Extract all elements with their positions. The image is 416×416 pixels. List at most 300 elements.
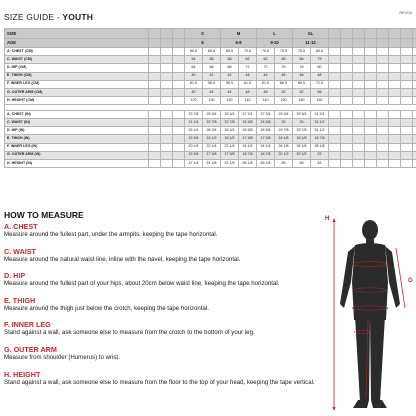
value-cell: 40	[185, 72, 203, 80]
blank-cell	[173, 151, 185, 159]
blank-cell	[389, 127, 401, 135]
blank-cell	[161, 119, 173, 127]
value-cell: 150	[275, 97, 293, 105]
age-header-row	[5, 39, 416, 48]
blank-cell	[377, 29, 389, 39]
value-cell: 20 1/2	[275, 151, 293, 159]
measure-item	[4, 271, 322, 296]
value-cell: 55 1/8	[257, 159, 275, 167]
value-cell: 18 1/8	[293, 135, 311, 143]
blank-cell	[401, 151, 413, 159]
blank-cell	[161, 56, 173, 64]
value-cell: 79	[311, 56, 329, 64]
value-cell: 130	[221, 97, 239, 105]
measure-description: Stand against a wall, ask someone else to measure from the crotch to the bottom of your leg.	[4, 329, 255, 337]
value-cell: 63	[311, 159, 329, 167]
blank-cell	[161, 97, 173, 105]
blank-cell	[353, 56, 365, 64]
value-cell: 160	[311, 97, 329, 105]
measure-description: Measure around the fullest part, under the armpits, keeping the tape horizontal.	[4, 231, 218, 238]
blank-cell	[149, 72, 161, 80]
blank-cell	[389, 39, 401, 48]
value-cell: 25 3/4	[221, 110, 239, 118]
measure-item	[4, 247, 322, 272]
blank-cell	[365, 143, 377, 151]
age-header: 9-10	[257, 39, 293, 48]
blank-cell	[401, 159, 413, 167]
value-cell: 24 3/8	[239, 119, 257, 127]
value-cell: 22 1/4	[221, 143, 239, 151]
blank-cell	[365, 159, 377, 167]
value-cell: 25 3/4	[203, 110, 221, 118]
blank-cell	[389, 88, 401, 96]
value-cell: 42	[221, 72, 239, 80]
blank-cell	[161, 48, 173, 56]
age-row-label: AGE	[5, 39, 149, 48]
value-cell: 55 1/8	[239, 159, 257, 167]
value-cell: 44	[203, 88, 221, 96]
value-cell: 59	[275, 159, 293, 167]
blank-cell	[329, 80, 341, 88]
blank-cell	[353, 72, 365, 80]
value-cell: 70.5	[239, 48, 257, 56]
blank-cell	[329, 48, 341, 56]
height-arrow-top	[332, 218, 335, 222]
blank-cell	[377, 72, 389, 80]
blank-cell	[377, 119, 389, 127]
value-cell: 21 1/4	[185, 119, 203, 127]
blank-cell	[353, 97, 365, 105]
page-title	[4, 12, 93, 22]
measure-description: Measure from shoulder (Humerus) to wrist.	[4, 353, 120, 361]
blank-cell	[173, 127, 185, 135]
blank-cell	[341, 80, 353, 88]
blank-cell	[377, 48, 389, 56]
blank-cell	[377, 97, 389, 105]
title-bold: YOUTH	[62, 12, 94, 22]
row-label: G. OUTER ARM (CM)	[5, 88, 149, 96]
value-cell: 72	[257, 64, 275, 72]
value-cell: 26 3/4	[203, 127, 221, 135]
value-cell: 62	[239, 56, 257, 64]
blank-cell	[329, 97, 341, 105]
blank-cell	[413, 119, 416, 127]
value-cell: 23 7/8	[185, 110, 203, 118]
value-cell: 42	[203, 72, 221, 80]
blank-cell	[329, 127, 341, 135]
height-marker: H	[325, 216, 330, 222]
value-cell: 71.5	[311, 80, 329, 88]
height-arrow-bottom	[332, 407, 335, 411]
blank-cell	[161, 39, 173, 48]
blank-cell	[377, 56, 389, 64]
blank-cell	[401, 88, 413, 96]
value-cell: 40	[185, 88, 203, 96]
revision-label: REV04	[399, 10, 412, 15]
value-cell: 24 1/4	[239, 143, 257, 151]
blank-cell	[173, 159, 185, 167]
value-cell: 56.5	[221, 80, 239, 88]
value-cell: 75.5	[293, 48, 311, 56]
measure-title: F. INNER LEG	[4, 320, 51, 330]
value-cell: 18 7/8	[257, 151, 275, 159]
value-cell: 20 1/4	[185, 143, 203, 151]
value-cell: 62	[257, 56, 275, 64]
value-cell: 54	[185, 56, 203, 64]
value-cell: 52	[275, 88, 293, 96]
value-cell: 80	[311, 64, 329, 72]
value-cell: 24 1/4	[257, 143, 275, 151]
value-cell: 51 1/8	[203, 159, 221, 167]
row-label: E. THIGH (IN)	[5, 135, 149, 143]
value-cell: 44	[239, 72, 257, 80]
blank-cell	[413, 110, 416, 118]
blank-cell	[329, 64, 341, 72]
blank-cell	[161, 159, 173, 167]
table-row	[5, 110, 416, 118]
value-cell: 56	[311, 88, 329, 96]
table-row	[5, 127, 416, 135]
blank-cell	[377, 80, 389, 88]
blank-cell	[365, 64, 377, 72]
value-cell: 46	[275, 72, 293, 80]
blank-cell	[341, 48, 353, 56]
blank-cell	[149, 159, 161, 167]
value-cell: 76	[275, 64, 293, 72]
blank-cell	[413, 56, 416, 64]
blank-cell	[353, 110, 365, 118]
row-label: F. INNER LEG (IN)	[5, 143, 149, 151]
blank-cell	[341, 97, 353, 105]
blank-cell	[353, 64, 365, 72]
measure-description: Measure around the thigh just below the crotch, keeping the tape horizontal.	[4, 304, 209, 312]
table-row	[5, 159, 416, 167]
blank-cell	[173, 48, 185, 56]
value-cell: 26 1/8	[275, 143, 293, 151]
value-cell: 66	[275, 56, 293, 64]
row-label: E. THIGH (CM)	[5, 72, 149, 80]
size-header: S	[185, 29, 221, 39]
blank-cell	[161, 127, 173, 135]
value-cell: 29 7/8	[275, 127, 293, 135]
blank-cell	[341, 159, 353, 167]
row-label: A. CHEST (CM)	[5, 48, 149, 56]
value-cell: 66.5	[275, 80, 293, 88]
blank-cell	[173, 110, 185, 118]
blank-cell	[365, 135, 377, 143]
value-cell: 20 1/2	[293, 151, 311, 159]
value-cell: 27 3/4	[239, 110, 257, 118]
row-label: C. WAIST (CM)	[5, 56, 149, 64]
blank-cell	[377, 39, 389, 48]
measure-item	[4, 370, 322, 395]
value-cell: 52	[293, 88, 311, 96]
value-cell: 26	[293, 119, 311, 127]
measure-title: H. HEIGHT	[4, 369, 41, 379]
size-header-row	[5, 29, 416, 39]
row-label: H. HEIGHT (IN)	[5, 159, 149, 167]
blank-cell	[413, 151, 416, 159]
value-cell: 26	[275, 119, 293, 127]
blank-cell	[401, 97, 413, 105]
value-cell: 15 3/4	[185, 151, 203, 159]
blank-cell	[413, 39, 416, 48]
value-cell: 22 7/8	[203, 119, 221, 127]
blank-cell	[353, 135, 365, 143]
measure-title: C. WAIST	[4, 246, 36, 256]
row-label: D. HIP (IN)	[5, 127, 149, 135]
table-row	[5, 143, 416, 151]
blank-cell	[413, 48, 416, 56]
value-cell: 17 3/8	[203, 151, 221, 159]
blank-cell	[329, 159, 341, 167]
blank-cell	[389, 29, 401, 39]
blank-cell	[413, 80, 416, 88]
table-row	[5, 119, 416, 127]
value-cell: 58	[203, 56, 221, 64]
blank-cell	[389, 143, 401, 151]
blank-cell	[401, 29, 413, 39]
value-cell: 29 3/4	[293, 110, 311, 118]
age-header: 6-8	[221, 39, 257, 48]
blank-cell	[341, 64, 353, 72]
blank-cell	[341, 29, 353, 39]
size-table	[4, 28, 416, 168]
blank-cell	[149, 110, 161, 118]
size-header: XL	[293, 29, 329, 39]
row-label: C. WAIST (IN)	[5, 119, 149, 127]
table-row	[5, 80, 416, 88]
blank-cell	[413, 64, 416, 72]
blank-cell	[365, 72, 377, 80]
value-cell: 70.5	[257, 48, 275, 56]
value-cell: 72	[239, 64, 257, 72]
blank-cell	[173, 80, 185, 88]
value-cell: 59	[293, 159, 311, 167]
value-cell: 51.5	[185, 80, 203, 88]
value-cell: 56.5	[203, 80, 221, 88]
blank-cell	[389, 72, 401, 80]
value-cell: 27 3/4	[257, 110, 275, 118]
blank-cell	[341, 39, 353, 48]
value-cell: 22 7/8	[221, 119, 239, 127]
blank-cell	[149, 135, 161, 143]
table-row	[5, 97, 416, 105]
blank-cell	[377, 151, 389, 159]
blank-cell	[413, 72, 416, 80]
blank-cell	[161, 151, 173, 159]
blank-cell	[341, 56, 353, 64]
value-cell: 48	[257, 88, 275, 96]
blank-cell	[401, 64, 413, 72]
blank-cell	[329, 119, 341, 127]
blank-cell	[341, 127, 353, 135]
blank-cell	[353, 88, 365, 96]
blank-cell	[413, 97, 416, 105]
value-cell: 61.5	[239, 80, 257, 88]
blank-cell	[161, 110, 173, 118]
value-cell: 48	[311, 72, 329, 80]
value-cell: 25 1/4	[185, 127, 203, 135]
blank-cell	[413, 29, 416, 39]
blank-cell	[173, 119, 185, 127]
value-cell: 130	[203, 97, 221, 105]
value-cell: 64	[185, 64, 203, 72]
blank-cell	[149, 88, 161, 96]
age-header: 11-12	[293, 39, 329, 48]
page-header	[4, 7, 412, 21]
blank-cell	[389, 119, 401, 127]
size-header: L	[257, 29, 293, 39]
blank-cell	[353, 143, 365, 151]
value-cell: 80.5	[311, 48, 329, 56]
value-cell: 26 1/8	[293, 143, 311, 151]
blank-cell	[161, 29, 173, 39]
value-cell: 31 3/4	[311, 110, 329, 118]
blank-cell	[389, 56, 401, 64]
blank-cell	[377, 88, 389, 96]
blank-cell	[329, 56, 341, 64]
age-header: 6	[185, 39, 221, 48]
blank-cell	[365, 127, 377, 135]
measure-description: Measure around the fullest part of your hips, about 20cm below waist line, keeping the tape horizontal.	[4, 280, 280, 288]
blank-cell	[173, 88, 185, 96]
blank-cell	[161, 135, 173, 143]
blank-cell	[389, 97, 401, 105]
blank-cell	[161, 72, 173, 80]
table-row	[5, 88, 416, 96]
blank-cell	[149, 64, 161, 72]
blank-cell	[149, 151, 161, 159]
measure-title: D. HIP	[4, 271, 26, 281]
measure-description: Measure around the natural waist line, inline with the navel, keeping the tape horizontal.	[4, 255, 241, 263]
blank-cell	[341, 135, 353, 143]
value-cell: 28 3/8	[239, 127, 257, 135]
measure-item	[4, 320, 322, 345]
value-cell: 68	[203, 64, 221, 72]
blank-cell	[149, 48, 161, 56]
size-header: M	[221, 29, 257, 39]
measure-title: E. THIGH	[4, 295, 36, 305]
blank-cell	[389, 135, 401, 143]
title-prefix: SIZE GUIDE -	[4, 12, 63, 22]
blank-cell	[365, 151, 377, 159]
measure-item	[4, 296, 322, 321]
blank-cell	[341, 72, 353, 80]
blank-cell	[389, 151, 401, 159]
table-row	[5, 48, 416, 56]
table-row	[5, 151, 416, 159]
blank-cell	[353, 159, 365, 167]
blank-cell	[377, 110, 389, 118]
value-cell: 22	[311, 151, 329, 159]
blank-cell	[353, 127, 365, 135]
blank-cell	[413, 127, 416, 135]
blank-cell	[149, 80, 161, 88]
blank-cell	[365, 39, 377, 48]
blank-cell	[401, 56, 413, 64]
blank-cell	[161, 88, 173, 96]
blank-cell	[365, 110, 377, 118]
blank-cell	[377, 135, 389, 143]
value-cell: 51 1/8	[221, 159, 239, 167]
blank-cell	[149, 29, 161, 39]
blank-cell	[173, 56, 185, 64]
blank-cell	[353, 29, 365, 39]
blank-cell	[329, 110, 341, 118]
body-figure	[322, 212, 416, 416]
row-label: G. OUTER ARM (IN)	[5, 151, 149, 159]
value-cell: 60.5	[185, 48, 203, 56]
value-cell: 66	[293, 56, 311, 64]
value-cell: 26 3/4	[221, 127, 239, 135]
blank-cell	[365, 56, 377, 64]
value-cell: 18 7/8	[311, 135, 329, 143]
value-cell: 17 3/8	[257, 135, 275, 143]
blank-cell	[173, 143, 185, 151]
blank-cell	[173, 64, 185, 72]
value-cell: 140	[239, 97, 257, 105]
table-row	[5, 135, 416, 143]
row-label: F. INNER LEG (CM)	[5, 80, 149, 88]
value-cell: 140	[257, 97, 275, 105]
value-cell: 28 3/8	[257, 127, 275, 135]
value-cell: 18 7/8	[239, 151, 257, 159]
blank-cell	[149, 97, 161, 105]
value-cell: 31 1/2	[311, 127, 329, 135]
blank-cell	[353, 39, 365, 48]
blank-cell	[401, 119, 413, 127]
value-cell: 58	[221, 56, 239, 64]
blank-cell	[377, 127, 389, 135]
blank-cell	[353, 151, 365, 159]
blank-cell	[329, 29, 341, 39]
value-cell: 48	[239, 88, 257, 96]
value-cell: 24 3/8	[257, 119, 275, 127]
measure-title: A. CHEST	[4, 222, 38, 231]
blank-cell	[329, 143, 341, 151]
value-cell: 150	[293, 97, 311, 105]
measure-item	[4, 345, 322, 370]
value-cell: 16 1/2	[221, 135, 239, 143]
value-cell: 16 1/2	[203, 135, 221, 143]
blank-cell	[341, 88, 353, 96]
value-cell: 44	[221, 88, 239, 96]
blank-cell	[413, 143, 416, 151]
value-cell: 29 3/4	[275, 110, 293, 118]
size-row-label: SIZE	[5, 29, 149, 39]
blank-cell	[389, 64, 401, 72]
silhouette	[340, 220, 400, 408]
blank-cell	[329, 72, 341, 80]
blank-cell	[413, 88, 416, 96]
blank-cell	[389, 110, 401, 118]
blank-cell	[173, 135, 185, 143]
blank-cell	[149, 39, 161, 48]
table-row	[5, 72, 416, 80]
value-cell: 120	[185, 97, 203, 105]
value-cell: 76	[293, 64, 311, 72]
blank-cell	[329, 88, 341, 96]
blank-cell	[377, 64, 389, 72]
blank-cell	[149, 56, 161, 64]
value-cell: 17 3/8	[239, 135, 257, 143]
blank-cell	[365, 80, 377, 88]
value-cell: 29 7/8	[293, 127, 311, 135]
value-cell: 66.5	[293, 80, 311, 88]
measure-item	[4, 222, 322, 247]
blank-cell	[401, 48, 413, 56]
